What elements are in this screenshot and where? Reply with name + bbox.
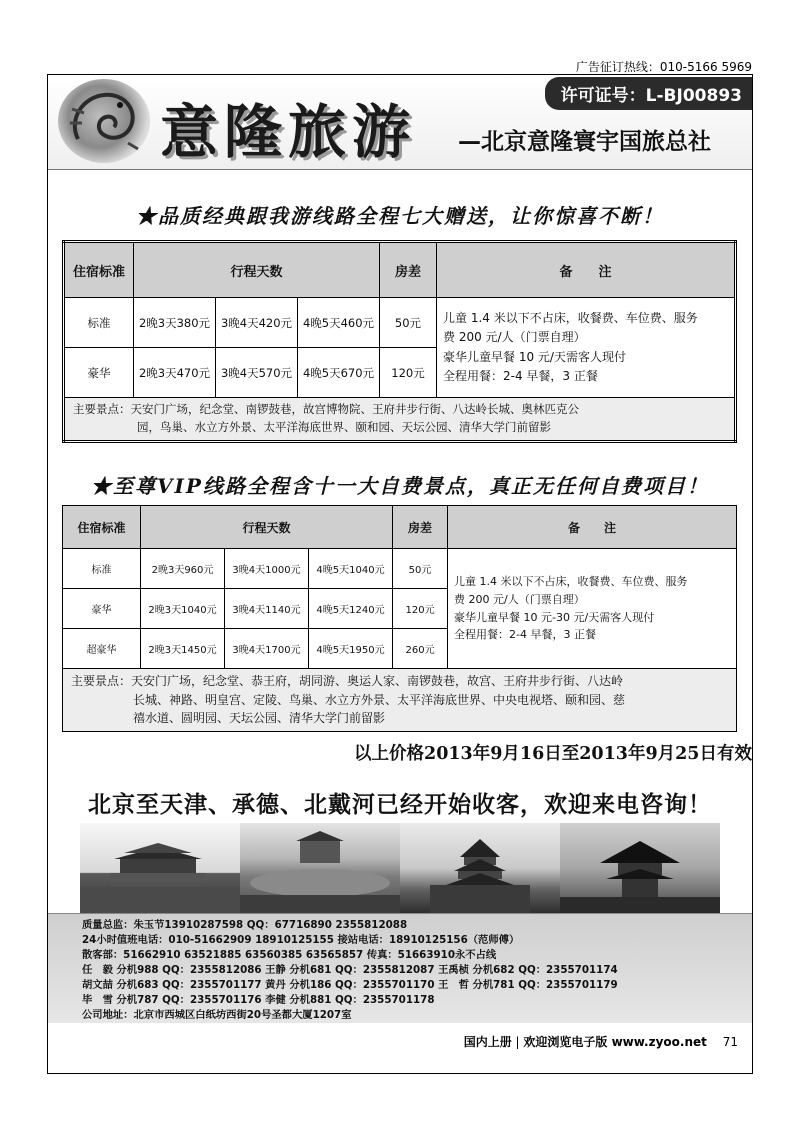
room-diff-cell: 260元 <box>393 629 448 669</box>
sights-row <box>63 669 737 732</box>
price-cell: 3晚4天1000元 <box>225 549 309 589</box>
remark-line: 全程用餐：2-4 早餐，3 正餐 <box>443 368 598 383</box>
sights-line <box>73 401 726 419</box>
contact-line: 质量总监：朱玉节13910287598 QQ：67716890 2355812088 <box>82 919 408 931</box>
contact-line: 毕 雪 分机787 QQ：2355701176 李健 分机881 QQ：2355701178 <box>82 994 435 1006</box>
room-diff-cell: 120元 <box>393 589 448 629</box>
sights-cell <box>63 669 737 732</box>
contact-line: 散客部：51662910 63521885 63560385 63565857 传真：51663910永不占线 <box>82 949 497 961</box>
sights-row <box>64 398 736 442</box>
price-cell: 2晚3天960元 <box>141 549 225 589</box>
level-cell: 标准 <box>64 298 134 348</box>
pavilion-photo <box>560 823 720 913</box>
sights-text: 天安门广场，纪念堂、恭王府，胡同游、奥运人家、南锣鼓巷，故宫、王府井步行街、八达岭 <box>131 674 624 688</box>
price-table-vip <box>62 505 737 732</box>
price-cell: 3晚4天420元 <box>216 298 298 348</box>
dragon-logo-icon <box>58 79 150 163</box>
col-header: 住宿标准 <box>64 242 134 298</box>
sights-label: 主要景点： <box>71 674 132 688</box>
brand-title: 意隆旅游 <box>160 98 417 166</box>
sights-line: 长城、神路、明皇宫、定陵、鸟巢、水立方外景、太平洋海底世界、中央电视塔、颐和园、慈 <box>133 692 626 707</box>
col-header: 行程天数 <box>134 242 380 298</box>
page-number: 71 <box>722 1035 738 1049</box>
col-header: 房差 <box>380 242 437 298</box>
sights-line: 禧水道、圆明园、天坛公园、清华大学门前留影 <box>133 711 386 726</box>
level-cell: 豪华 <box>63 589 141 629</box>
room-diff-cell: 50元 <box>393 549 448 589</box>
remark-line: 豪华儿童早餐 10 元/天需客人现付 <box>443 349 626 364</box>
price-cell: 4晚5天1950元 <box>309 629 393 669</box>
table-row <box>64 298 736 348</box>
level-cell: 标准 <box>63 549 141 589</box>
remark-line: 儿童 1.4 米以下不占床，收餐费、车位费、服务 <box>443 311 698 326</box>
page-footer <box>464 1033 738 1050</box>
contact-line: 24小时值班电话：010-51662909 18910125155 接站电话：18910125156（范师傅） <box>82 934 520 946</box>
price-cell: 4晚5天1240元 <box>309 589 393 629</box>
price-cell: 4晚5天670元 <box>298 348 380 398</box>
level-cell: 超豪华 <box>63 629 141 669</box>
contact-line: 胡文喆 分机683 QQ：2355701177 黄丹 分机186 QQ：2355701170 王 哲 分机781 QQ：2355701179 <box>82 979 618 991</box>
price-table-classic <box>62 240 737 443</box>
remarks-cell <box>448 549 737 669</box>
price-cell: 4晚5天460元 <box>298 298 380 348</box>
photo-strip <box>80 823 720 913</box>
license-badge: 许可证号：L-BJ00893 <box>545 77 752 110</box>
company-name: —北京意隆寰宇国旅总社 <box>458 129 711 155</box>
sights-text: 天安门广场，纪念堂、南锣鼓巷，故宫博物院、王府井步行街、八达岭长城、奥林匹克公 <box>130 402 579 416</box>
tiananmen-photo <box>80 823 240 913</box>
contact-block <box>48 913 752 1023</box>
contact-line: 公司地址：北京市西城区白纸坊西街20号圣都大厦1207室 <box>82 1009 352 1021</box>
remark-line: 全程用餐：2-4 早餐，3 正餐 <box>454 628 596 642</box>
contact-line: 任 毅 分机988 QQ：2355812086 王静 分机681 QQ：2355812087 王禹桢 分机682 QQ：2355701174 <box>82 964 618 976</box>
slogan: 北京至天津、承德、北戴河已经开始收客，欢迎来电咨询！ <box>88 792 712 818</box>
col-header: 备 注 <box>448 506 737 549</box>
col-header: 房差 <box>393 506 448 549</box>
room-diff-cell: 50元 <box>380 298 437 348</box>
price-cell: 4晚5天1040元 <box>309 549 393 589</box>
square-photo <box>240 823 400 913</box>
price-cell: 3晚4天1140元 <box>225 589 309 629</box>
remarks-cell <box>437 298 736 398</box>
price-cell: 3晚4天1700元 <box>225 629 309 669</box>
sights-line: 园，鸟巢、水立方外景、太平洋海底世界、颐和园、天坛公园、清华大学门前留影 <box>137 419 551 434</box>
section2-headline: ★至尊VIP线路全程含十一大自费景点，真正无任何自费项目！ <box>91 474 709 498</box>
price-cell: 2晚3天380元 <box>134 298 216 348</box>
remark-line: 费 200 元/人（门票自理） <box>443 330 586 345</box>
sights-line <box>71 672 728 691</box>
footer-section: 国内上册 <box>463 1035 512 1049</box>
price-cell: 3晚4天570元 <box>216 348 298 398</box>
sights-cell <box>64 398 736 442</box>
remark-line: 儿童 1.4 米以下不占床，收餐费、车位费、服务 <box>454 575 688 589</box>
col-header: 住宿标准 <box>63 506 141 549</box>
table-header-row <box>64 242 736 298</box>
room-diff-cell: 120元 <box>380 348 437 398</box>
col-header: 行程天数 <box>141 506 393 549</box>
table-row <box>63 549 737 589</box>
level-cell: 豪华 <box>64 348 134 398</box>
section1-headline: ★品质经典跟我游线路全程七大赠送，让你惊喜不断！ <box>136 204 664 228</box>
temple-of-heaven-photo <box>400 823 560 913</box>
sights-label: 主要景点： <box>73 402 131 416</box>
price-validity: 以上价格2013年9月16日至2013年9月25日有效 <box>354 744 752 764</box>
ad-hotline: 广告征订热线：010-5166 5969 <box>575 60 752 74</box>
footer-website[interactable]: 欢迎浏览电子版 www.zyoo.net <box>523 1035 707 1049</box>
price-cell: 2晚3天1450元 <box>141 629 225 669</box>
header-banner <box>48 75 752 170</box>
remark-line: 豪华儿童早餐 10 元-30 元/天需客人现付 <box>454 610 655 624</box>
footer-divider: | <box>515 1035 524 1049</box>
price-cell: 2晚3天470元 <box>134 348 216 398</box>
remark-line: 费 200 元/人（门票自理） <box>454 592 585 606</box>
price-cell: 2晚3天1040元 <box>141 589 225 629</box>
table-header-row <box>63 506 737 549</box>
col-header: 备 注 <box>437 242 736 298</box>
